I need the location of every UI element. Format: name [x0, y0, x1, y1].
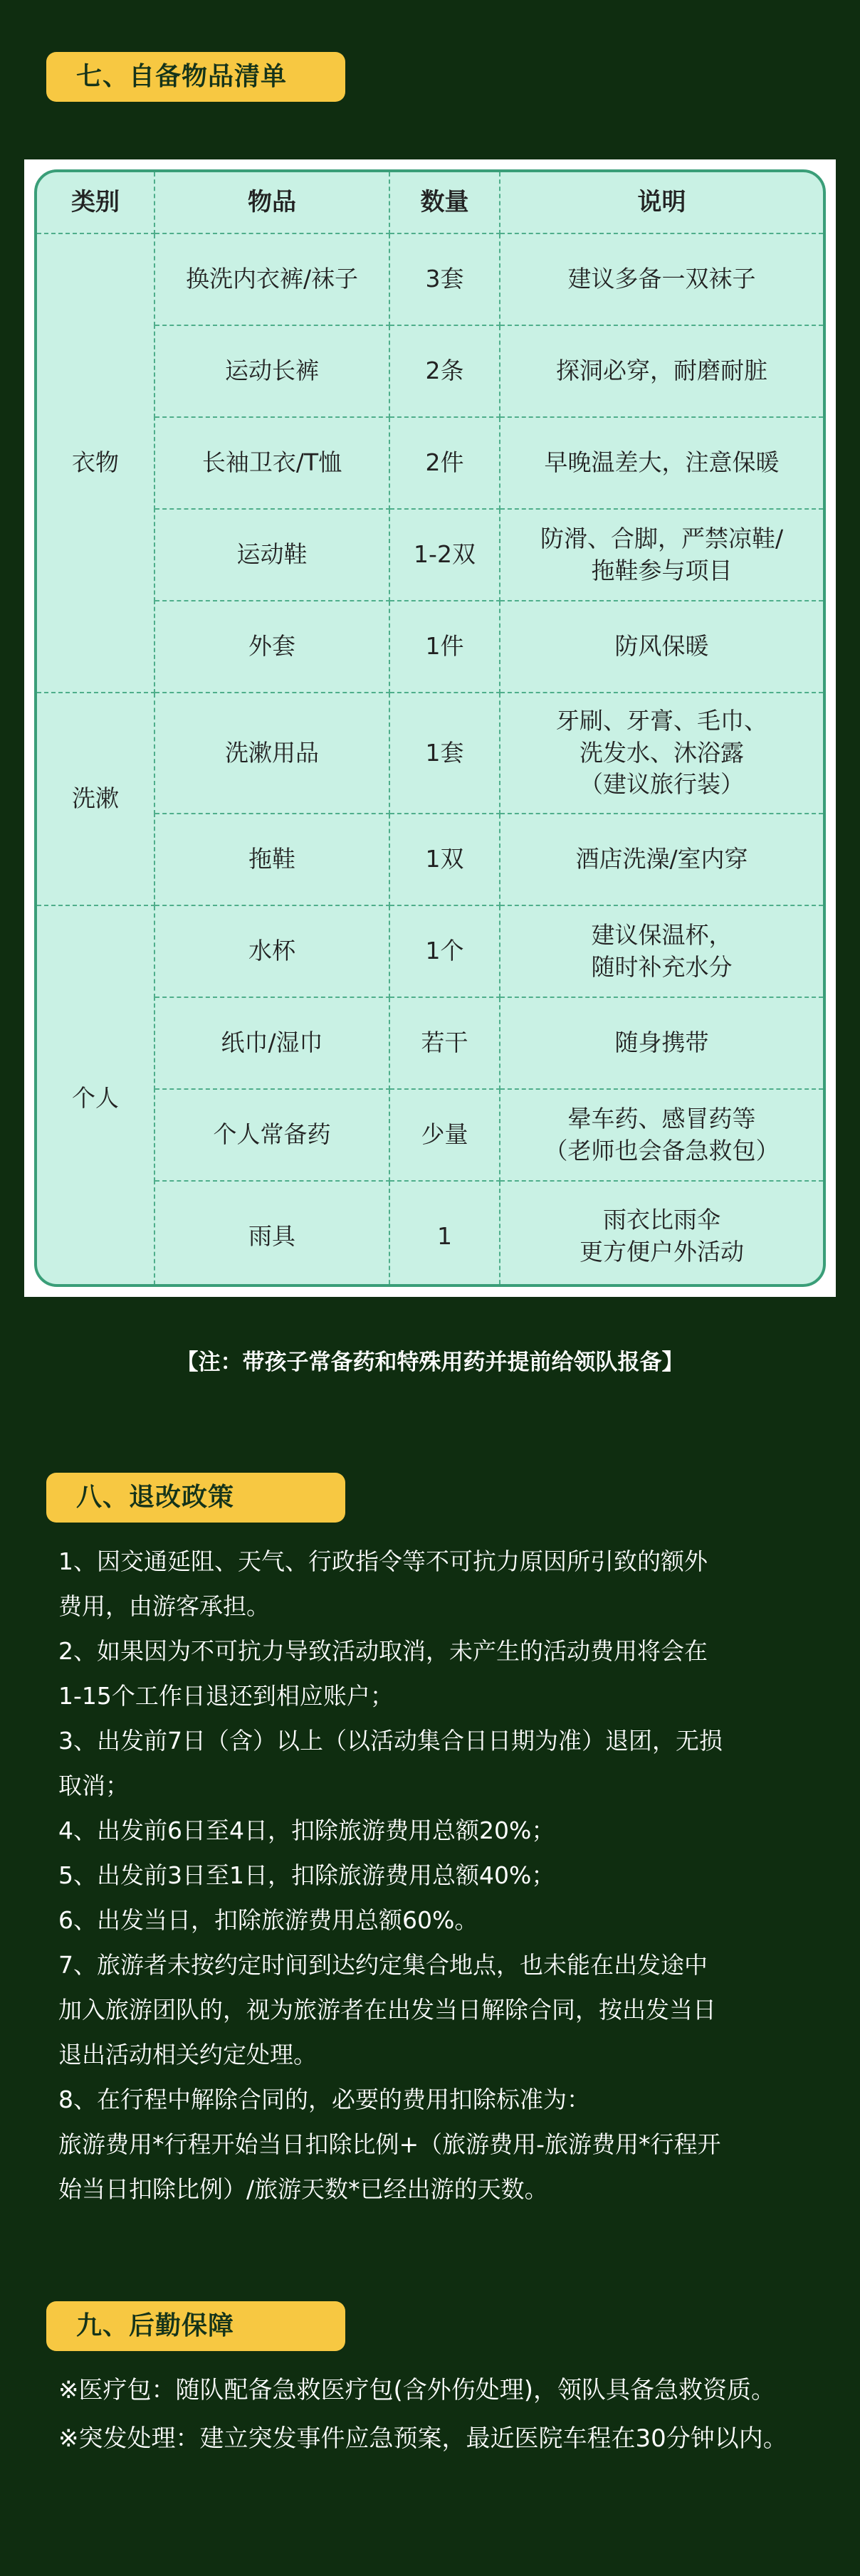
category-cell: 洗漱 — [37, 693, 154, 905]
header-note: 说明 — [500, 172, 823, 233]
policy-line: 旅游费用*行程开始当日扣除比例+（旅游费用-旅游费用*行程开 — [58, 2130, 721, 2158]
note-cell: 随身携带 — [500, 997, 823, 1089]
item-cell: 长袖卫衣/T恤 — [154, 417, 389, 509]
qty-cell: 2条 — [389, 325, 500, 417]
policy-line: 7、旅游者未按约定时间到达约定集合地点，也未能在出发途中 — [58, 1951, 708, 1979]
policy-line: 取消； — [58, 1772, 129, 1799]
logistics-text — [58, 2366, 841, 2463]
policy-line: 5、出发前3日至1日，扣除旅游费用总额40%； — [58, 1861, 555, 1889]
item-cell: 拖鞋 — [154, 814, 389, 905]
policy-line: 退出活动相关约定处理。 — [58, 2041, 317, 2068]
table-row — [37, 905, 823, 997]
policy-line: 1、因交通延阻、天气、行政指令等不可抗力原因所引致的额外 — [58, 1547, 708, 1575]
item-cell: 外套 — [154, 601, 389, 693]
policy-line: 2、如果因为不可抗力导致活动取消，未产生的活动费用将会在 — [58, 1637, 708, 1665]
policy-line: 始当日扣除比例）/旅游天数*已经出游的天数。 — [58, 2175, 548, 2203]
table-row — [37, 325, 823, 417]
category-cell: 个人 — [37, 905, 154, 1287]
packing-table-panel — [24, 159, 836, 1297]
note-cell: 牙刷、牙膏、毛巾、 洗发水、沐浴露 （建议旅行装） — [500, 693, 823, 814]
table-row — [37, 1181, 823, 1287]
item-cell: 运动鞋 — [154, 509, 389, 601]
qty-cell: 1件 — [389, 601, 500, 693]
table-row — [37, 233, 823, 325]
policy-line: 3、出发前7日（含）以上（以活动集合日日期为准）退团，无损 — [58, 1727, 723, 1755]
logistics-line-medical: ※医疗包：随队配备急救医疗包(含外伤处理)，领队具备急救资质。 — [58, 2376, 776, 2404]
qty-cell: 1 — [389, 1181, 500, 1287]
category-cell: 衣物 — [37, 233, 154, 693]
item-cell: 运动长裤 — [154, 325, 389, 417]
table-row — [37, 417, 823, 509]
table-row — [37, 693, 823, 814]
section-title-packing-list: 七、自备物品清单 — [46, 52, 345, 102]
refund-policy-text — [58, 1539, 813, 2212]
table-row — [37, 509, 823, 601]
header-item: 物品 — [154, 172, 389, 233]
section-title-logistics: 九、后勤保障 — [46, 2301, 345, 2351]
packing-list-table — [37, 172, 823, 1287]
table-row — [37, 601, 823, 693]
note-cell: 雨衣比雨伞 更方便户外活动 — [500, 1181, 823, 1287]
qty-cell: 3套 — [389, 233, 500, 325]
item-cell: 雨具 — [154, 1181, 389, 1287]
qty-cell: 1套 — [389, 693, 500, 814]
note-cell: 防风保暖 — [500, 601, 823, 693]
note-cell: 建议多备一双袜子 — [500, 233, 823, 325]
item-cell: 纸巾/湿巾 — [154, 997, 389, 1089]
logistics-line-emergency: ※突发处理：建立突发事件应急预案，最近医院车程在30分钟以内。 — [58, 2424, 787, 2453]
item-cell: 个人常备药 — [154, 1089, 389, 1181]
header-category: 类别 — [37, 172, 154, 233]
qty-cell: 1双 — [389, 814, 500, 905]
policy-line: 加入旅游团队的，视为旅游者在出发当日解除合同，按出发当日 — [58, 1996, 716, 2024]
table-row — [37, 1089, 823, 1181]
qty-cell: 若干 — [389, 997, 500, 1089]
policy-line: 1-15个工作日退还到相应账户； — [58, 1682, 394, 1710]
table-row — [37, 997, 823, 1089]
qty-cell: 1-2双 — [389, 509, 500, 601]
section-title-refund-policy: 八、退改政策 — [46, 1473, 345, 1523]
note-cell: 酒店洗澡/室内穿 — [500, 814, 823, 905]
item-cell: 换洗内衣裤/袜子 — [154, 233, 389, 325]
table-footnote: 【注：带孩子常备药和特殊用药并提前给领队报备】 — [176, 1350, 684, 1375]
header-quantity: 数量 — [389, 172, 500, 233]
note-cell: 防滑、合脚，严禁凉鞋/ 拖鞋参与项目 — [500, 509, 823, 601]
note-cell: 早晚温差大，注意保暖 — [500, 417, 823, 509]
qty-cell: 2件 — [389, 417, 500, 509]
note-cell: 探洞必穿，耐磨耐脏 — [500, 325, 823, 417]
qty-cell: 1个 — [389, 905, 500, 997]
policy-line: 4、出发前6日至4日，扣除旅游费用总额20%； — [58, 1817, 555, 1844]
table-header-row — [37, 172, 823, 233]
qty-cell: 少量 — [389, 1089, 500, 1181]
item-cell: 洗漱用品 — [154, 693, 389, 814]
policy-line: 6、出发当日，扣除旅游费用总额60%。 — [58, 1906, 478, 1934]
table-row — [37, 814, 823, 905]
policy-line: 8、在行程中解除合同的，必要的费用扣除标准为： — [58, 2086, 590, 2113]
item-cell: 水杯 — [154, 905, 389, 997]
packing-table-frame — [34, 169, 826, 1287]
note-cell: 晕车药、感冒药等 （老师也会备急救包） — [500, 1089, 823, 1181]
note-cell: 建议保温杯， 随时补充水分 — [500, 905, 823, 997]
policy-line: 费用，由游客承担。 — [58, 1592, 270, 1620]
